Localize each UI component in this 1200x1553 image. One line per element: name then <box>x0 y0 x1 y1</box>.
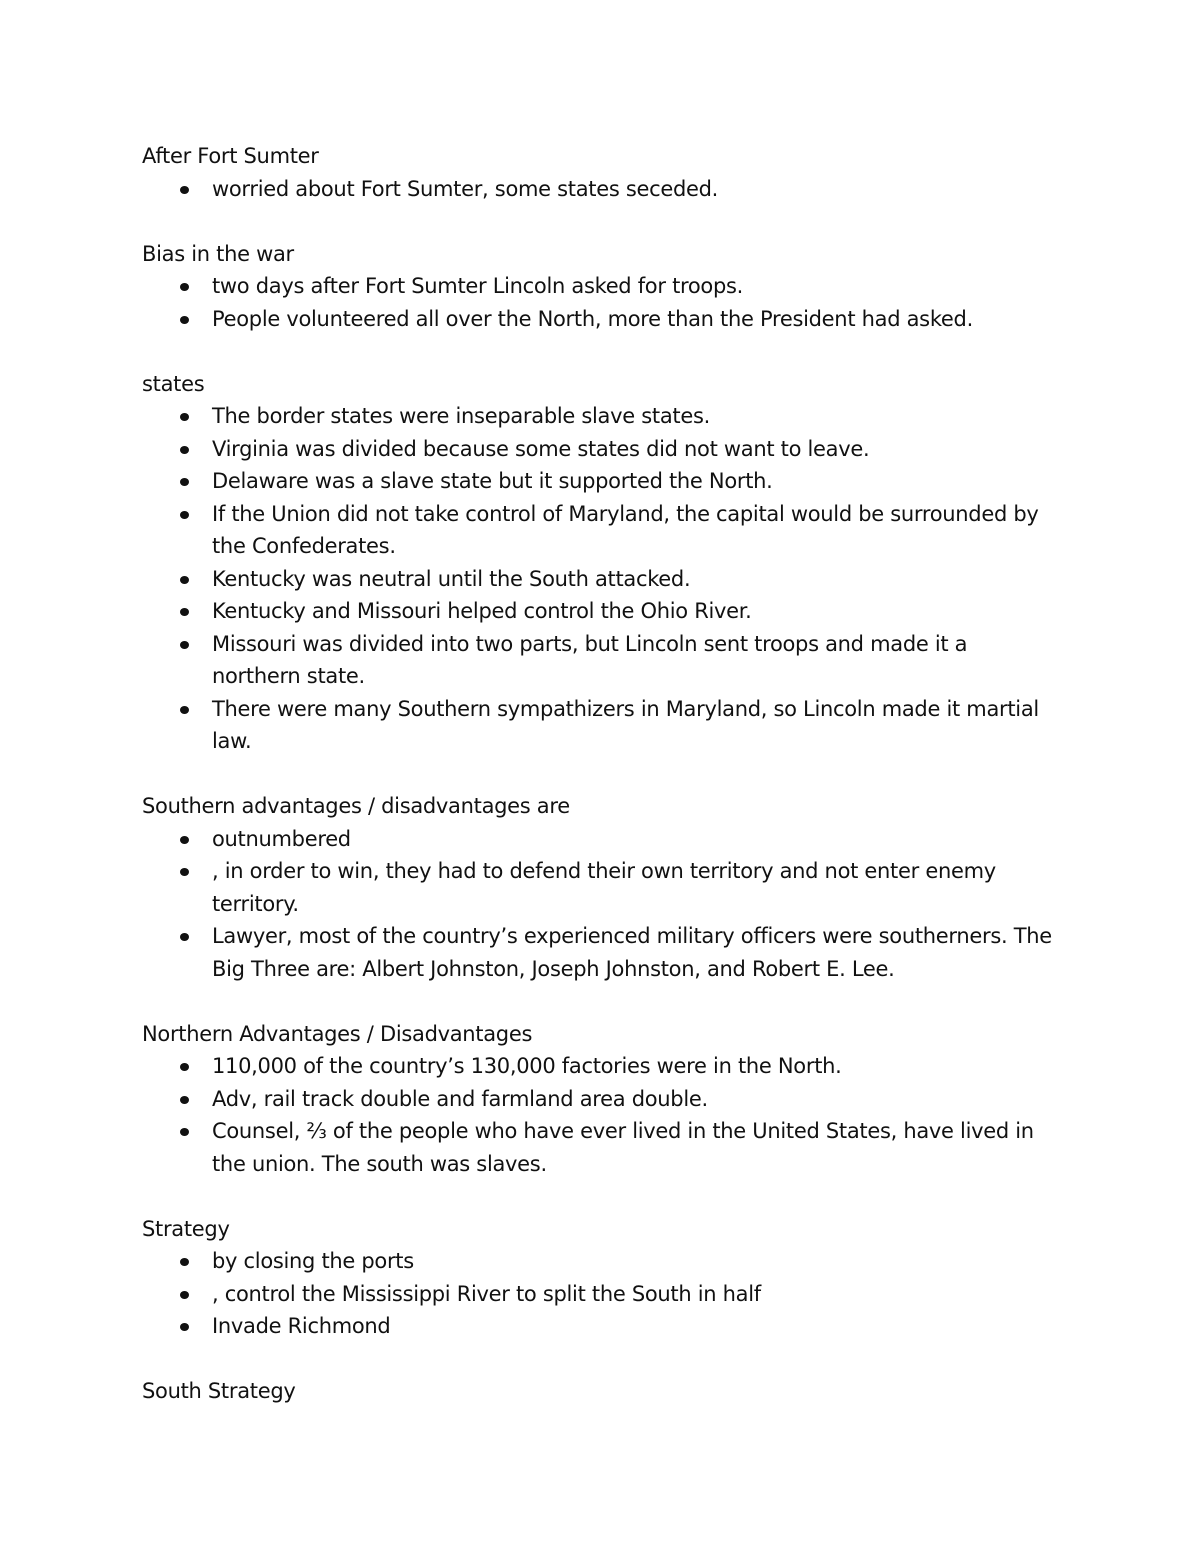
list-item <box>142 400 1062 433</box>
bullet-icon <box>180 706 189 714</box>
list-item <box>142 1083 1062 1116</box>
section-states <box>142 368 1062 758</box>
list-item <box>142 498 1062 563</box>
bullet-icon <box>180 1291 189 1299</box>
section-heading: states <box>142 371 205 396</box>
section-after-fort-sumter <box>142 140 1062 205</box>
list-item-text: Lawyer, most of the country’s experienced military officers were southerners. The Big Three are: Albert Johnston, Joseph Johnston, and Robert E. Lee. <box>212 924 1052 981</box>
list-item-text: two days after Fort Sumter Lincoln asked for troops. <box>212 274 744 298</box>
list-item <box>142 628 1062 693</box>
list-item-text: , control the Mississippi River to split the South in half <box>212 1281 761 1306</box>
bullet-icon <box>180 1063 189 1071</box>
list-item <box>142 303 1062 336</box>
bullet-list <box>142 1050 1062 1180</box>
bullet-icon <box>180 413 189 421</box>
list-item-text: Kentucky was neutral until the South attacked. <box>212 566 691 591</box>
section-strategy <box>142 1213 1062 1343</box>
list-item-text: Adv, rail track double and farmland area double. <box>212 1086 708 1111</box>
bullet-icon <box>180 933 189 941</box>
section-heading: Northern Advantages / Disadvantages <box>142 1021 533 1046</box>
bullet-icon <box>180 1096 189 1104</box>
bullet-icon <box>180 1128 189 1136</box>
bullet-list <box>142 1245 1062 1343</box>
list-item <box>142 823 1062 856</box>
list-item <box>142 855 1062 920</box>
bullet-icon <box>180 283 189 291</box>
bullet-icon <box>180 868 189 876</box>
list-item-text: Delaware was a slave state but it supported the North. <box>212 469 773 493</box>
list-item <box>142 465 1062 498</box>
list-item-text: by closing the ports <box>212 1249 414 1273</box>
list-item-text: , in order to win, they had to defend their own territory and not enter enemy territory. <box>212 859 996 916</box>
section-heading: After Fort Sumter <box>142 144 319 168</box>
bullet-list <box>142 173 1062 206</box>
bullet-icon <box>180 316 189 324</box>
list-item <box>142 1115 1062 1180</box>
list-item-text: People volunteered all over the North, more than the President had asked. <box>212 306 973 331</box>
bullet-icon <box>180 608 189 616</box>
bullet-icon <box>180 478 189 486</box>
document-page <box>142 140 1062 1440</box>
list-item-text: outnumbered <box>212 826 351 851</box>
bullet-icon <box>180 836 189 844</box>
list-item <box>142 1278 1062 1311</box>
bullet-icon <box>180 511 189 519</box>
bullet-list <box>142 823 1062 986</box>
list-item <box>142 270 1062 303</box>
list-item <box>142 1310 1062 1343</box>
section-heading: Southern advantages / disadvantages are <box>142 794 570 818</box>
bullet-icon <box>180 641 189 649</box>
section-northern-advantages <box>142 1018 1062 1181</box>
bullet-icon <box>180 576 189 584</box>
list-item <box>142 920 1062 985</box>
bullet-list <box>142 270 1062 335</box>
section-bias-in-the-war <box>142 238 1062 336</box>
list-item-text: The border states were inseparable slave states. <box>212 404 710 428</box>
section-southern-advantages <box>142 790 1062 985</box>
list-item <box>142 693 1062 758</box>
bullet-icon <box>180 186 189 194</box>
list-item <box>142 1050 1062 1083</box>
list-item-text: Invade Richmond <box>212 1314 391 1338</box>
list-item-text: Kentucky and Missouri helped control the Ohio River. <box>212 599 752 623</box>
section-heading: Strategy <box>142 1216 230 1241</box>
bullet-list <box>142 400 1062 758</box>
list-item <box>142 1245 1062 1278</box>
list-item-text: If the Union did not take control of Maryland, the capital would be surrounded by the Confederates. <box>212 501 1039 558</box>
section-south-strategy <box>142 1375 1062 1408</box>
bullet-icon <box>180 1258 189 1266</box>
list-item-text: Counsel, ⅔ of the people who have ever lived in the United States, have lived in the union. The south was slaves. <box>212 1119 1034 1176</box>
list-item-text: 110,000 of the country’s 130,000 factories were in the North. <box>212 1054 842 1078</box>
section-heading: Bias in the war <box>142 241 294 266</box>
list-item-text: worried about Fort Sumter, some states seceded. <box>212 176 719 201</box>
list-item <box>142 595 1062 628</box>
bullet-icon <box>180 1323 189 1331</box>
list-item <box>142 433 1062 466</box>
bullet-icon <box>180 446 189 454</box>
list-item <box>142 563 1062 596</box>
list-item-text: There were many Southern sympathizers in Maryland, so Lincoln made it martial law. <box>212 696 1039 753</box>
section-heading: South Strategy <box>142 1379 296 1403</box>
list-item-text: Virginia was divided because some states did not want to leave. <box>212 436 870 461</box>
list-item-text: Missouri was divided into two parts, but Lincoln sent troops and made it a northern state. <box>212 631 968 688</box>
list-item <box>142 173 1062 206</box>
